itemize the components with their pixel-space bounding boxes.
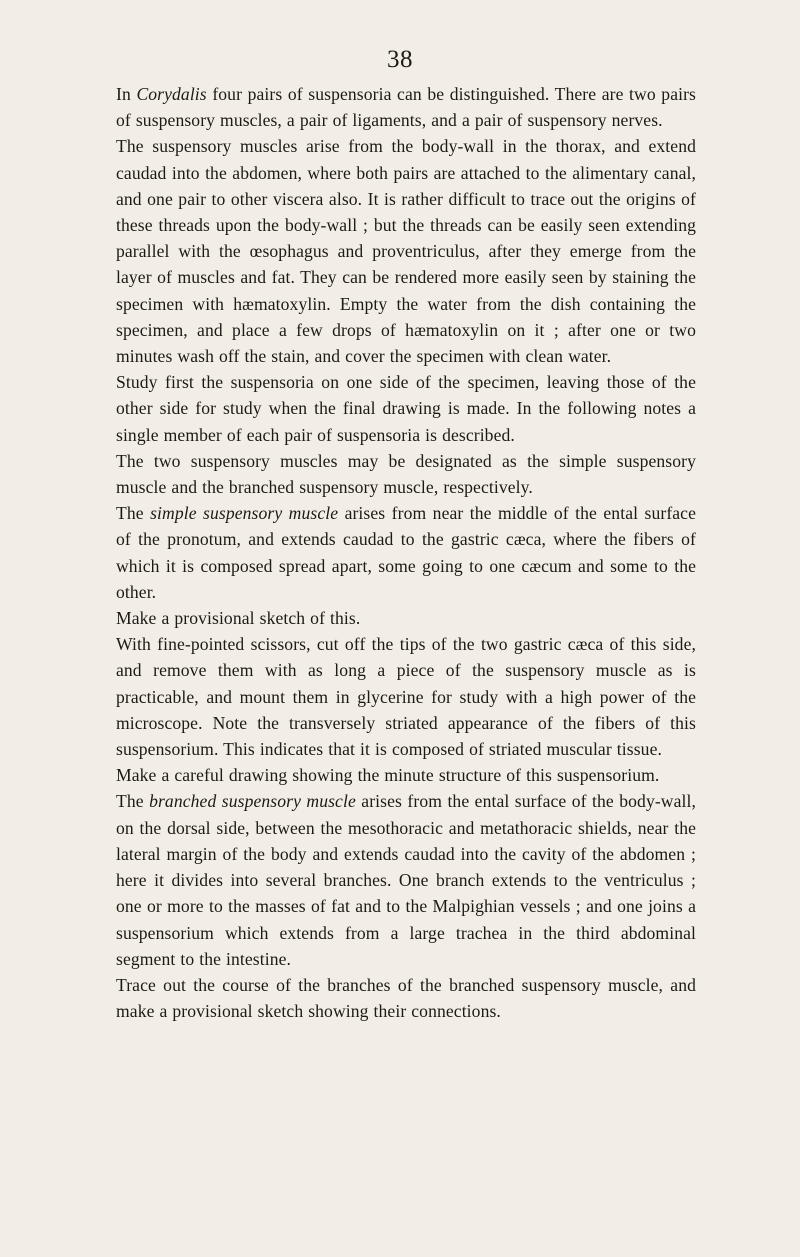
- paragraph: [116, 448, 696, 500]
- paragraph-text: Study first the suspensoria on one side of the specimen, leaving those of the other side for study when the final drawing is made. In the following notes a single member of each pair of suspensoria is described.: [116, 372, 696, 445]
- italic-term: Corydalis: [136, 84, 207, 104]
- paragraph: [116, 631, 696, 762]
- paragraph-text: Make a provisional sketch of this.: [116, 608, 361, 629]
- paragraph-text: The two suspensory muscles may be designated as the simple suspensory muscle and the branched suspensory muscle, respectively.: [116, 450, 696, 498]
- page-body-text: [116, 81, 696, 1024]
- italic-term: simple suspensory muscle: [150, 503, 339, 524]
- italic-term: branched suspensory muscle: [149, 791, 356, 812]
- paragraph-text: In: [116, 84, 137, 104]
- paragraph: [116, 133, 696, 369]
- paragraph-text: With fine-pointed scissors, cut off the tips of the two gastric cæca of this side, and remove them with as long a piece of the suspensory muscle as is practicable, and mount them in glycerine for study with a high power of the microscope. Note the transversely striated appearance of the fibers of this suspensorium. This indicates that it is composed of striated muscular tissue.: [116, 634, 696, 760]
- paragraph: [116, 81, 696, 133]
- page-number: 38: [387, 46, 413, 73]
- paragraph: [116, 369, 696, 448]
- paragraph: [116, 972, 696, 1024]
- paragraph-text: Make a careful drawing showing the minute structure of this suspensorium.: [116, 765, 660, 786]
- paragraph: [116, 500, 696, 605]
- paragraph: [116, 605, 696, 631]
- paragraph-text: four pairs of suspensoria can be distinguished. There are two pairs of suspensory muscles, a pair of ligaments, and a pair of suspensory nerves.: [116, 84, 697, 131]
- paragraph-text: The: [116, 503, 151, 524]
- paragraph: [116, 762, 696, 788]
- paragraph: [116, 788, 696, 971]
- paragraph-text: The suspensory muscles arise from the body-wall in the thorax, and extend caudad into the abdomen, where both pairs are attached to the alimentary canal, and one pair to other viscera also. It is rather difficult to trace out the origins of these threads upon the body-wall ; but the threads can be easily seen extending parallel with the œsophagus and proventriculus, after they emerge from the layer of muscles and fat. They can be rendered more easily seen by staining the specimen with hæmatoxylin. Empty the water from the dish containing the specimen, and place a few drops of hæmatoxylin on it ; after one or two minutes wash off the stain, and cover the specimen with clean water.: [116, 136, 696, 367]
- paragraph-text: Trace out the course of the branches of the branched suspensory muscle, and make a provisional sketch showing their connections.: [116, 974, 696, 1022]
- paragraph-text: The: [116, 791, 150, 812]
- paragraph-text: arises from near the middle of the ental surface of the pronotum, and extends caudad to the gastric cæca, where the fibers of which it is composed spread apart, some going to one cæcum and some to the other.: [116, 503, 696, 602]
- paragraph-text: arises from the ental surface of the body-wall, on the dorsal side, between the mesothoracic and metathoracic shields, near the lateral margin of the body and extends caudad into the cavity of the abdomen ; here it divides into several branches. One branch extends to the ventriculus ; one or more to the masses of fat and to the Malpighian vessels ; and one joins a suspensorium which extends from a large trachea in the third abdominal segment to the intestine.: [116, 791, 696, 969]
